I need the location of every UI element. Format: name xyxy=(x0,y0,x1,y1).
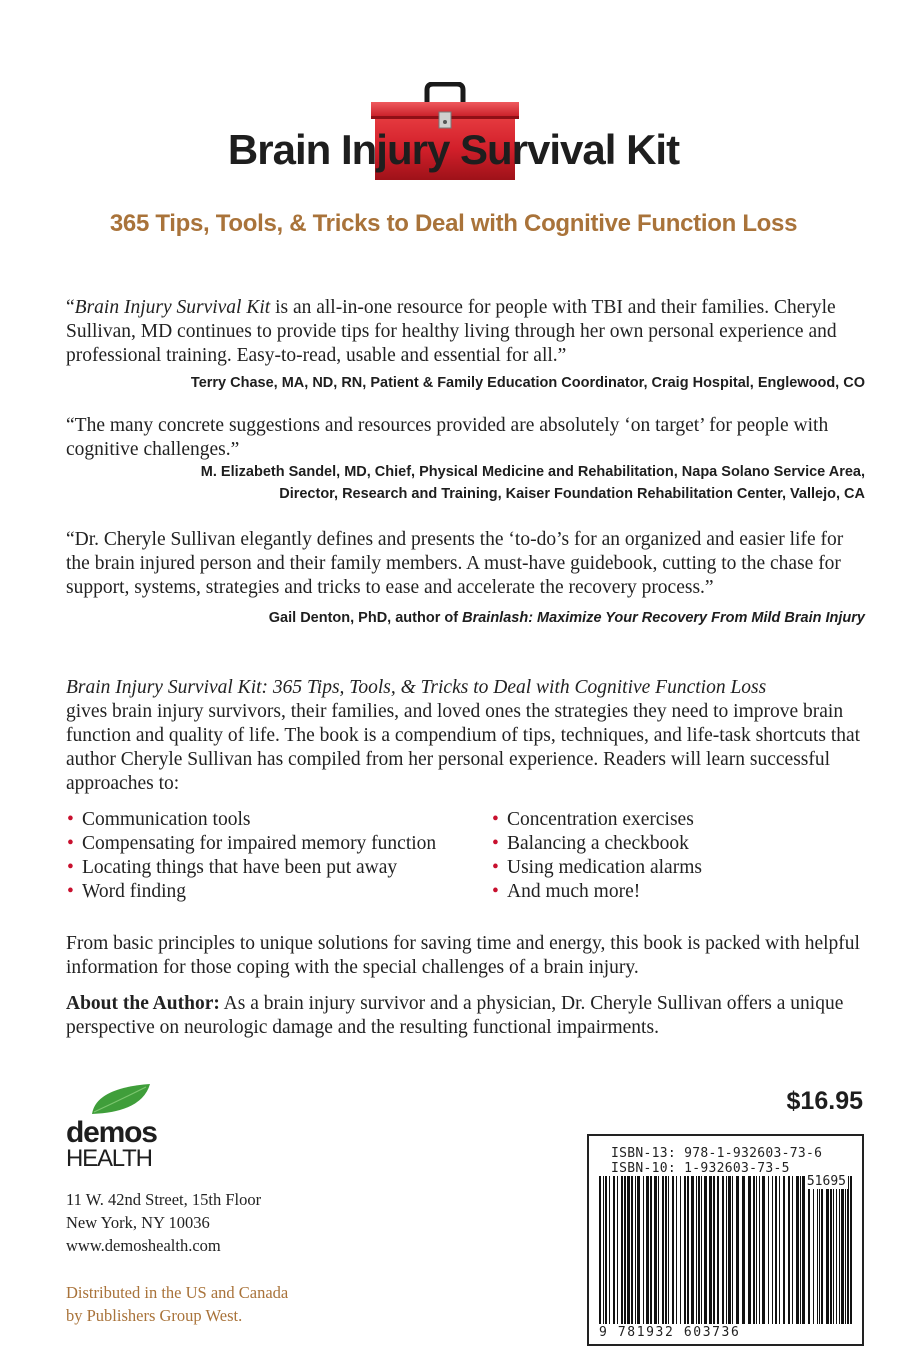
barcode-bar xyxy=(796,1176,799,1324)
barcode-bar xyxy=(668,1176,669,1324)
barcode-bar xyxy=(658,1176,659,1324)
price: $16.95 xyxy=(786,1087,863,1115)
barcode-bar xyxy=(772,1176,773,1324)
book-description xyxy=(66,676,876,796)
barcode-bar xyxy=(748,1176,751,1324)
barcode-bar xyxy=(704,1176,707,1324)
barcode-bar xyxy=(662,1176,664,1324)
isbn-13: ISBN-13: 978-1-932603-73-6 xyxy=(611,1146,823,1161)
quote-2: “The many concrete suggestions and resources provided are absolutely ‘on target’ for people with cognitive challenges.” xyxy=(66,415,829,460)
barcode-bar xyxy=(654,1176,657,1324)
about-author-text: As a brain injury survivor and a physician, Dr. Cheryle Sullivan offers a unique perspective on neurologic damage and the resulting functional impairments. xyxy=(66,993,844,1038)
barcode-bar xyxy=(684,1176,686,1324)
leaf-icon xyxy=(90,1082,152,1116)
bullet-list-right xyxy=(491,808,702,904)
about-author xyxy=(66,992,876,1040)
description-text: gives brain injury survivors, their families, and loved ones the strategies they need to improve brain function and quality of life. The book is a compendium of tips, techniques, and life-task shortcuts that author Cheryle Sullivan has compiled from her personal experience. Readers will learn successful approaches to: xyxy=(66,701,861,794)
barcode-digits: 9 781932 603736 xyxy=(599,1325,741,1340)
address-line1: 11 W. 42nd Street, 15th Floor xyxy=(66,1190,262,1209)
quote-3-attribution-book: Brainlash: Maximize Your Recovery From Mild Brain Injury xyxy=(462,610,865,626)
barcode-bar xyxy=(605,1176,607,1324)
quote-2-attribution xyxy=(45,461,865,505)
closing-paragraph: From basic principles to unique solutions for saving time and energy, this book is packed with helpful information for those coping with the special challenges of a brain injury. xyxy=(66,933,860,978)
barcode-bar xyxy=(722,1176,724,1324)
barcode-price-code: 51695 xyxy=(806,1174,846,1189)
barcode-bar xyxy=(621,1176,623,1324)
barcode-bar xyxy=(841,1176,844,1324)
barcode-bar xyxy=(850,1176,852,1324)
barcode-bar xyxy=(599,1176,601,1324)
publisher-website: www.demoshealth.com xyxy=(66,1236,221,1255)
distribution-line2: by Publishers Group West. xyxy=(66,1306,243,1325)
barcode-bar xyxy=(643,1176,644,1324)
barcode-bar xyxy=(646,1176,649,1324)
publisher-logo-health: HEALTH xyxy=(66,1145,152,1172)
barcode-bar xyxy=(779,1176,780,1324)
barcode-bar xyxy=(788,1176,790,1324)
bullet-icon: • xyxy=(492,809,499,830)
bullet-icon: • xyxy=(67,857,74,878)
barcode-bar xyxy=(833,1176,834,1324)
list-item: • Balancing a checkbook xyxy=(492,833,689,854)
barcode-bar xyxy=(753,1176,755,1324)
book-subtitle: 365 Tips, Tools, & Tricks to Deal with Cognitive Function Loss xyxy=(109,210,798,237)
barcode-icon xyxy=(597,1176,856,1324)
quote-3: “Dr. Cheryle Sullivan elegantly defines and presents the ‘to-do’s for an organized and easier life for the brain injured person and their family members. A must-have guidebook, cutting to the chase for support, systems, strategies and tricks to ease and accelerate the recovery process.” xyxy=(66,529,844,598)
barcode-box xyxy=(587,1134,864,1346)
list-item: • Locating things that have been put away xyxy=(67,857,398,878)
barcode-bar xyxy=(687,1176,689,1324)
list-item: • Word finding xyxy=(67,881,187,902)
barcode-bar xyxy=(603,1176,604,1324)
quote-1-attribution: Terry Chase, MA, ND, RN, Patient & Family Education Coordinator, Craig Hospital, Englewood, CO xyxy=(190,375,865,391)
publisher-address xyxy=(66,1188,261,1257)
quote-3-attribution xyxy=(45,607,865,629)
address-line2: New York, NY 10036 xyxy=(66,1213,210,1232)
distribution-note xyxy=(66,1281,288,1327)
barcode-bar xyxy=(676,1176,677,1324)
barcode-bar xyxy=(792,1176,793,1324)
barcode-bar xyxy=(839,1176,840,1324)
quote-1-open: “ xyxy=(66,297,75,318)
barcode-bar xyxy=(783,1176,785,1324)
barcode-bar xyxy=(821,1176,823,1324)
barcode-bar xyxy=(819,1176,820,1324)
barcode-bar xyxy=(817,1176,818,1324)
book-title: Brain Injury Survival Kit xyxy=(227,126,680,173)
barcode-bar xyxy=(808,1176,810,1324)
barcode-bar xyxy=(650,1176,652,1324)
quote-1 xyxy=(66,296,866,368)
bullet-icon: • xyxy=(67,809,74,830)
barcode-bar xyxy=(717,1176,719,1324)
barcode-bar xyxy=(836,1176,837,1324)
barcode-bar xyxy=(631,1176,633,1324)
bullet-icon: • xyxy=(492,857,499,878)
quote-1-text: is an all-in-one resource for people with TBI and their families. Cheryle Sullivan, MD continues to provide tips for healthy living through her own personal experience and professional training. Easy-to-read, usable and essential for all.” xyxy=(66,297,837,366)
barcode-bar xyxy=(845,1176,846,1324)
barcode-bar xyxy=(775,1176,777,1324)
distribution-line1: Distributed in the US and Canada xyxy=(66,1283,289,1302)
description-title: Brain Injury Survival Kit: 365 Tips, Tools, & Tricks to Deal with Cognitive Function Loss xyxy=(66,677,767,698)
barcode-bar xyxy=(742,1176,745,1324)
barcode-bar xyxy=(713,1176,715,1324)
list-item: • Communication tools xyxy=(67,809,251,830)
barcode-bar xyxy=(617,1176,618,1324)
bullet-icon: • xyxy=(492,881,499,902)
barcode-bar xyxy=(637,1176,640,1324)
barcode-bar xyxy=(609,1176,610,1324)
publisher-logo-demos: demos xyxy=(66,1116,157,1149)
barcode-bar xyxy=(698,1176,700,1324)
barcode-bar xyxy=(709,1176,712,1324)
barcode-bar xyxy=(691,1176,694,1324)
quote-1-title: Brain Injury Survival Kit xyxy=(74,297,271,318)
quote-2-attribution-line1: M. Elizabeth Sandel, MD, Chief, Physical Medicine and Rehabilitation, Napa Solano Service Area, xyxy=(200,464,865,480)
barcode-bar xyxy=(768,1176,769,1324)
barcode-bar xyxy=(826,1176,829,1324)
barcode-bar xyxy=(613,1176,615,1324)
list-item: • And much more! xyxy=(492,881,641,902)
barcode-bar xyxy=(635,1176,636,1324)
bullet-icon: • xyxy=(492,833,499,854)
barcode-bar xyxy=(762,1176,765,1324)
barcode-bar xyxy=(701,1176,702,1324)
bullet-icon: • xyxy=(67,833,74,854)
list-item: • Using medication alarms xyxy=(492,857,702,878)
barcode-bar xyxy=(847,1176,849,1324)
barcode-bar xyxy=(728,1176,731,1324)
barcode-bar xyxy=(802,1176,805,1324)
barcode-bar xyxy=(756,1176,757,1324)
barcode-bar xyxy=(732,1176,733,1324)
quote-2-attribution-line2: Director, Research and Training, Kaiser Foundation Rehabilitation Center, Vallejo, CA xyxy=(279,486,865,502)
barcode-bar xyxy=(672,1176,674,1324)
barcode-bar xyxy=(627,1176,630,1324)
barcode-bar xyxy=(726,1176,727,1324)
barcode-bar xyxy=(800,1176,801,1324)
barcode-bar xyxy=(736,1176,739,1324)
barcode-bar xyxy=(665,1176,667,1324)
about-author-label: About the Author: xyxy=(66,993,220,1014)
list-item: • Compensating for impaired memory function xyxy=(67,833,437,854)
barcode-bar xyxy=(696,1176,697,1324)
bullet-icon: • xyxy=(67,881,74,902)
quote-3-attribution-prefix: Gail Denton, PhD, author of xyxy=(268,610,463,626)
isbn-10: ISBN-10: 1-932603-73-5 xyxy=(611,1161,790,1176)
barcode-bar xyxy=(830,1176,832,1324)
barcode-bar xyxy=(680,1176,681,1324)
barcode-bar xyxy=(813,1176,814,1324)
barcode-bar xyxy=(759,1176,760,1324)
bullet-list-left xyxy=(66,808,436,904)
barcode-bar xyxy=(624,1176,626,1324)
list-item: • Concentration exercises xyxy=(492,809,694,830)
